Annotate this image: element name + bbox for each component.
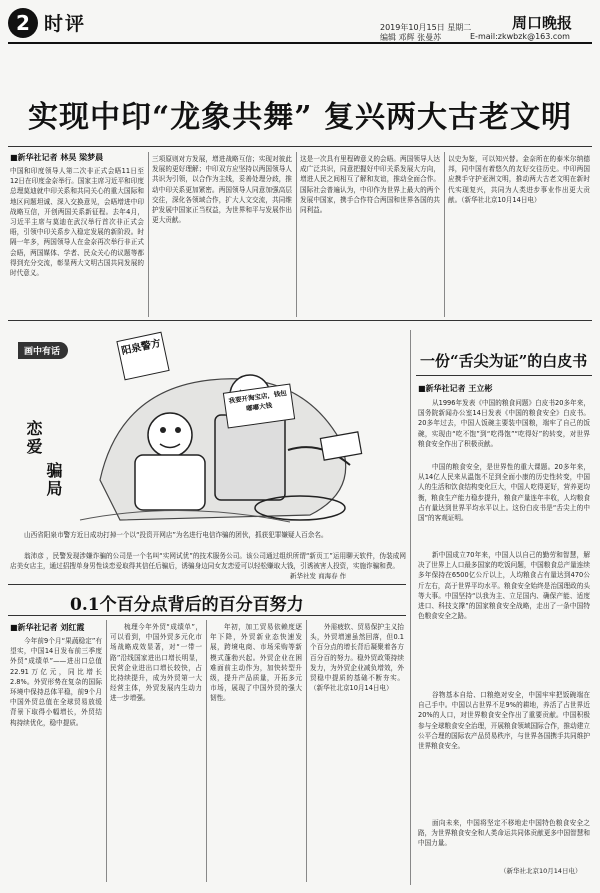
section-rule [8,320,592,321]
column-divider [148,152,149,317]
section-title: 时评 [44,13,87,35]
article1-byline: ■新华社记者 林昊 梁梦晨 [10,153,104,162]
article2-body3: 新中国成立70年来，中国人以自己的勤劳和智慧，解决了世界上人口最多国家的吃饭问题，中国粮食总产量连续多年保持在6500亿公斤以上，人均粮食占有量达到470公斤左右，高于世界平均水平。粮食安全始终是治国理政的头等大事。中国坚持“以我为主、立足国内、确保产能、适度进口、科技支撑”的国家粮食安全战略，走出了一条中国特色粮食安全之路。 [418,551,590,621]
column-divider [206,620,207,882]
column-divider [444,152,445,317]
article1-col2: 三项原则对方发展，增进战略互信；实现对彼此发展的更好理解；中印双方应坚持以两国领导人共识为引领，以合作为主线，妥善处理分歧，推动中印关系更加紧密。两国领导人同意加强高层交往，深化各领域合作，扩大人文交流，共同维护发展中国家正当权益，为世界和平与发展作出更大贡献。 [152,155,292,225]
article3-col1: 今年前9个月“果蔬稳定”有望实，中国14日发布前三季度外贸“成绩单”——进出口总值22.91万亿元，同比增长2.8%。外贸形势在复杂的国际环境中保持总体平稳，前9个月中国外贸总值在全球贸易放缓背景下取得小幅增长，外贸结构持续优化，稳中提质。 [10,637,102,727]
article2-end: （新华社北京10月14日电） [500,867,582,875]
article3-col3: 年初，加工贸易依赖度逐年下降，外贸新业态快速发展，跨境电商、市场采购等新模式蓬勃兴起。外贸企业在困难面前主动作为，加快转型升级，提升产品质量，开拓多元市场，展现了中国外贸的强大韧性。 [210,623,302,703]
article3-title: 0.1个百分点背后的百分百努力 [70,595,304,615]
article1-col4: 以史为鉴，可以知兴替。金奈所在的泰米尔纳德邦，同中国有着悠久的友好交往历史。中印两国应携手守护亚洲文明，推动两大古老文明在新时代实现复兴，共同为人类进步事业作出更大贡献。（新华社北京10月14日电） [448,155,590,204]
email-line: E-mail:zkwbzk@163.com [470,32,570,41]
page-number-badge: 2 [8,8,38,38]
cartoon-paragraph1: 山西省阳泉市警方近日成功打掉一个以“投资开网店”为名进行电信诈骗的团伙，抓获犯罪嫌疑人百余名。 [24,531,328,539]
column-divider [106,620,107,882]
article2-byline: ■新华社记者 王立彬 [418,384,493,393]
article2-body2: 中国的粮食安全，是世界性的重大课题。20多年来，从14亿人民来从温饱不足到全面小康的历史性转变，中国人的生活和饮食结构变化巨大，中国人吃得更好，营养更均衡，粮食生产能力稳步提升，粮食产量连年丰收，人均粮食占有量达到世界平均水平以上。这份白皮书是“舌尖上的中国”的客观证明。 [418,463,590,523]
article3-col4: 外需疲软、贸易保护主义抬头，外贸增速虽然回落，但0.1个百分点的增长背后凝聚着各方百分百的努力。稳外贸政策持续发力，为外贸企业减负增效，外贸稳中提质的基础不断夯实。（新华社北京10月14日电） [310,623,404,693]
police-sign-text: 阳泉警方 [120,338,162,358]
article2-rule [416,375,592,376]
date-line: 2019年10月15日 星期二 [380,23,472,32]
section-rule [8,584,406,585]
article2-body1: 从1996年发表《中国的粮食问题》白皮书20多年来，国务院新闻办公室14日发表《中国的粮食安全》白皮书。20多年过去，中国人饭碗主要装中国粮，端牢了自己的饭碗，实现由“吃不饱”到“吃得饱”“吃得好”的转变，对世界粮食安全作出了积极贡献。 [418,399,590,448]
article3-rule [8,615,406,616]
article2-body4: 谷物基本自给、口粮绝对安全，中国牢牢把饭碗端在自己手中。中国以占世界不足9%的耕地，养活了占世界近20%的人口，对世界粮食安全作出了重要贡献。中国积极参与全球粮食安全治理，开展粮食领域国际合作，推动建立公平合理的国际农产品贸易秩序，与世界各国携手共同维护世界粮食安全。 [418,691,590,751]
cartoon-illustration [60,330,395,530]
article2-title: 一份“舌尖为证”的白皮书 [420,352,588,370]
main-headline: 实现中印“龙象共舞” 复兴两大古老文明 [28,100,572,135]
column-divider [306,620,307,882]
article2-body5: 面向未来，中国将坚定不移地走中国特色粮食安全之路，为世界粮食安全和人类命运共同体贡献更多中国智慧和中国力量。 [418,819,590,848]
article3-byline: ■新华社记者 刘红霞 [10,623,85,632]
cartoon-paragraph2: 翁沛彦 ，民警发现涉嫌诈骗的公司是一个名叫“实网试优”的技术服务公司。该公司通过组织所谓“新页工”运用聊天软件，伪装成网店美女店主，通过招搜单身男性谈恋爱取得其信任后骗后，诱骗身边同女友恋爱可以轻松赚取大钱，引诱被害人投资，实施诈骗和费。 [10,552,406,571]
column-divider [410,330,411,885]
header-rule [8,42,592,44]
shop-sign-text: 我要开淘宝店，钱包嘟嘟大钱 [228,389,288,413]
newspaper-brand: 周口晚报 [512,14,573,32]
cartoon-caption-bottom: 骗局 [44,462,63,498]
cartoon-tag: 画中有话 [18,342,68,359]
article1-col1: 中国和印度领导人第二次非正式会晤11日至12日在印度金奈举行。国家主席习近平和印度总理莫迪就中印关系和共同关心的重大国际和地区问题坦诚、深入交换意见，会晤增进中印战略互信，开创两国关系新征程。去年4月，习近平主席与莫迪在武汉举行首次非正式会晤，引领中印关系步入稳定发展的新阶段。时隔一年多，两国领导人在金奈再次举行非正式会晤，两国媒体、学者、民众关心的议题等都得到充分交流，彰显两大文明古国共同发展的时代意义。 [10,167,144,278]
editors-line: 编辑 邓辉 张曼苏 [380,33,442,42]
article1-col3: 这是一次具有里程碑意义的会晤。两国领导人达成广泛共识，同意把握好中印关系发展大方向，增进人民之间相互了解和友谊，推动全面合作。国际社会普遍认为，中印作为世界上最大的两个发展中国家，携手合作符合两国和世界各国的共同利益。 [300,155,440,215]
column-divider [296,152,297,317]
article3-col2: 梳理今年外贸“成绩单”，可以看到，中国外贸多元化市场战略成效显著，对“一带一路”沿线国家进出口增长明显，民营企业进出口增长较快，占比持续提升，成为外贸第一大经营主体，外贸发展内生动力进一步增强。 [110,623,202,703]
cartoon-caption-top: 恋爱 [24,420,43,456]
headline-rule [8,146,592,147]
cartoon-credit: 新华社发 商海春 作 [290,572,347,580]
